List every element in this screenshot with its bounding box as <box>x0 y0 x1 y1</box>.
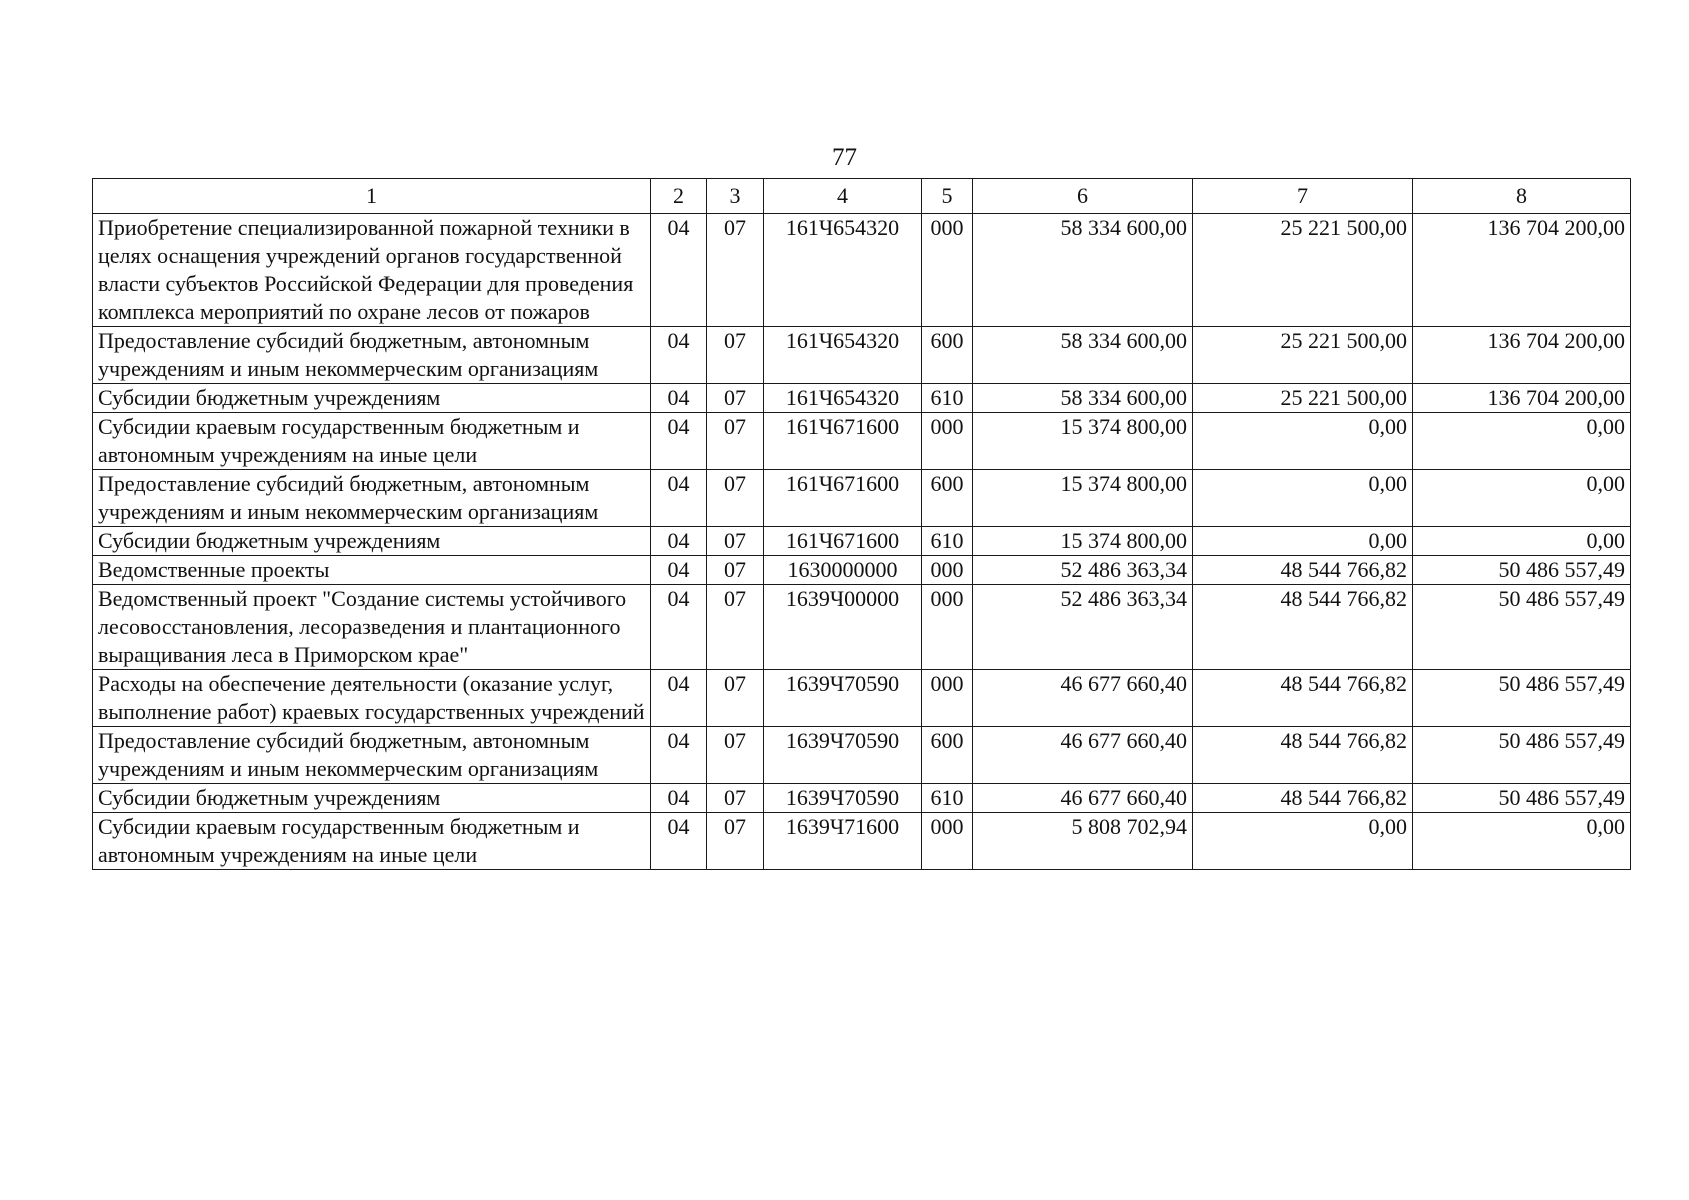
table-row <box>93 727 1631 784</box>
section-code-cell: 04 <box>651 585 707 670</box>
page-number: 77 <box>832 144 857 171</box>
amount-col7-cell: 25 221 500,00 <box>1193 327 1413 384</box>
section-code-cell: 04 <box>651 784 707 813</box>
amount-col7-cell: 48 544 766,82 <box>1193 727 1413 784</box>
table-row <box>93 384 1631 413</box>
expense-type-cell: 000 <box>922 214 973 327</box>
subsection-code-cell: 07 <box>707 784 764 813</box>
expense-type-cell: 000 <box>922 556 973 585</box>
amount-col7-cell: 0,00 <box>1193 527 1413 556</box>
section-code-cell: 04 <box>651 327 707 384</box>
amount-col6-cell: 58 334 600,00 <box>973 384 1193 413</box>
header-cell: 3 <box>707 179 764 214</box>
section-code-cell: 04 <box>651 384 707 413</box>
table-row <box>93 670 1631 727</box>
expense-type-cell: 610 <box>922 527 973 556</box>
amount-col6-cell: 15 374 800,00 <box>973 413 1193 470</box>
amount-col7-cell: 48 544 766,82 <box>1193 670 1413 727</box>
expense-type-cell: 610 <box>922 384 973 413</box>
item-name-cell: Предоставление субсидий бюджетным, автономным учреждениям и иным некоммерческим организациям <box>93 470 651 527</box>
item-name-cell: Субсидии бюджетным учреждениям <box>93 784 651 813</box>
amount-col8-cell: 0,00 <box>1413 527 1631 556</box>
subsection-code-cell: 07 <box>707 214 764 327</box>
subsection-code-cell: 07 <box>707 413 764 470</box>
header-cell: 7 <box>1193 179 1413 214</box>
amount-col7-cell: 0,00 <box>1193 413 1413 470</box>
table-row <box>93 556 1631 585</box>
table-row <box>93 784 1631 813</box>
target-article-cell: 1639Ч71600 <box>764 813 922 870</box>
item-name-cell: Субсидии краевым государственным бюджетным и автономным учреждениям на иные цели <box>93 813 651 870</box>
table-row <box>93 527 1631 556</box>
amount-col6-cell: 15 374 800,00 <box>973 470 1193 527</box>
expense-type-cell: 000 <box>922 670 973 727</box>
amount-col7-cell: 48 544 766,82 <box>1193 556 1413 585</box>
subsection-code-cell: 07 <box>707 727 764 784</box>
amount-col8-cell: 50 486 557,49 <box>1413 585 1631 670</box>
amount-col8-cell: 0,00 <box>1413 813 1631 870</box>
amount-col8-cell: 50 486 557,49 <box>1413 670 1631 727</box>
header-cell: 4 <box>764 179 922 214</box>
amount-col6-cell: 52 486 363,34 <box>973 556 1193 585</box>
subsection-code-cell: 07 <box>707 585 764 670</box>
amount-col6-cell: 46 677 660,40 <box>973 727 1193 784</box>
amount-col6-cell: 58 334 600,00 <box>973 214 1193 327</box>
amount-col6-cell: 15 374 800,00 <box>973 527 1193 556</box>
budget-table <box>92 178 1631 870</box>
target-article-cell: 1639Ч70590 <box>764 784 922 813</box>
target-article-cell: 161Ч671600 <box>764 413 922 470</box>
amount-col7-cell: 48 544 766,82 <box>1193 784 1413 813</box>
amount-col8-cell: 0,00 <box>1413 470 1631 527</box>
section-code-cell: 04 <box>651 527 707 556</box>
header-cell: 8 <box>1413 179 1631 214</box>
header-cell: 2 <box>651 179 707 214</box>
expense-type-cell: 000 <box>922 413 973 470</box>
target-article-cell: 161Ч671600 <box>764 527 922 556</box>
amount-col7-cell: 25 221 500,00 <box>1193 384 1413 413</box>
target-article-cell: 161Ч654320 <box>764 384 922 413</box>
expense-type-cell: 600 <box>922 470 973 527</box>
section-code-cell: 04 <box>651 670 707 727</box>
header-cell: 6 <box>973 179 1193 214</box>
target-article-cell: 161Ч654320 <box>764 327 922 384</box>
target-article-cell: 1639Ч70590 <box>764 670 922 727</box>
section-code-cell: 04 <box>651 470 707 527</box>
header-cell: 5 <box>922 179 973 214</box>
target-article-cell: 161Ч671600 <box>764 470 922 527</box>
table-row <box>93 413 1631 470</box>
section-code-cell: 04 <box>651 556 707 585</box>
amount-col7-cell: 25 221 500,00 <box>1193 214 1413 327</box>
item-name-cell: Приобретение специализированной пожарной техники в целях оснащения учреждений органов государственной власти субъектов Российской Федерации для проведения комплекса мероприятий по охране лесов от пожаров <box>93 214 651 327</box>
amount-col8-cell: 50 486 557,49 <box>1413 727 1631 784</box>
section-code-cell: 04 <box>651 813 707 870</box>
table-row <box>93 214 1631 327</box>
amount-col8-cell: 136 704 200,00 <box>1413 384 1631 413</box>
header-row <box>93 179 1631 214</box>
amount-col6-cell: 58 334 600,00 <box>973 327 1193 384</box>
subsection-code-cell: 07 <box>707 327 764 384</box>
expense-type-cell: 600 <box>922 727 973 784</box>
subsection-code-cell: 07 <box>707 670 764 727</box>
subsection-code-cell: 07 <box>707 813 764 870</box>
table-row <box>93 813 1631 870</box>
expense-type-cell: 600 <box>922 327 973 384</box>
subsection-code-cell: 07 <box>707 556 764 585</box>
header-cell: 1 <box>93 179 651 214</box>
item-name-cell: Расходы на обеспечение деятельности (оказание услуг, выполнение работ) краевых государственных учреждений <box>93 670 651 727</box>
amount-col6-cell: 52 486 363,34 <box>973 585 1193 670</box>
item-name-cell: Предоставление субсидий бюджетным, автономным учреждениям и иным некоммерческим организациям <box>93 727 651 784</box>
subsection-code-cell: 07 <box>707 527 764 556</box>
amount-col6-cell: 46 677 660,40 <box>973 670 1193 727</box>
amount-col8-cell: 136 704 200,00 <box>1413 214 1631 327</box>
item-name-cell: Ведомственный проект "Создание системы устойчивого лесовосстановления, лесоразведения и плантационного выращивания леса в Приморском крае" <box>93 585 651 670</box>
item-name-cell: Субсидии бюджетным учреждениям <box>93 384 651 413</box>
subsection-code-cell: 07 <box>707 470 764 527</box>
section-code-cell: 04 <box>651 413 707 470</box>
amount-col7-cell: 0,00 <box>1193 813 1413 870</box>
target-article-cell: 1630000000 <box>764 556 922 585</box>
table-body <box>93 214 1631 870</box>
item-name-cell: Субсидии бюджетным учреждениям <box>93 527 651 556</box>
section-code-cell: 04 <box>651 214 707 327</box>
amount-col8-cell: 50 486 557,49 <box>1413 784 1631 813</box>
expense-type-cell: 000 <box>922 813 973 870</box>
amount-col6-cell: 5 808 702,94 <box>973 813 1193 870</box>
expense-type-cell: 000 <box>922 585 973 670</box>
subsection-code-cell: 07 <box>707 384 764 413</box>
amount-col8-cell: 50 486 557,49 <box>1413 556 1631 585</box>
target-article-cell: 1639Ч70590 <box>764 727 922 784</box>
section-code-cell: 04 <box>651 727 707 784</box>
amount-col6-cell: 46 677 660,40 <box>973 784 1193 813</box>
table-row <box>93 327 1631 384</box>
table-row <box>93 585 1631 670</box>
expense-type-cell: 610 <box>922 784 973 813</box>
target-article-cell: 1639Ч00000 <box>764 585 922 670</box>
item-name-cell: Субсидии краевым государственным бюджетным и автономным учреждениям на иные цели <box>93 413 651 470</box>
item-name-cell: Ведомственные проекты <box>93 556 651 585</box>
table-row <box>93 470 1631 527</box>
amount-col8-cell: 136 704 200,00 <box>1413 327 1631 384</box>
amount-col7-cell: 0,00 <box>1193 470 1413 527</box>
amount-col7-cell: 48 544 766,82 <box>1193 585 1413 670</box>
item-name-cell: Предоставление субсидий бюджетным, автономным учреждениям и иным некоммерческим организациям <box>93 327 651 384</box>
amount-col8-cell: 0,00 <box>1413 413 1631 470</box>
target-article-cell: 161Ч654320 <box>764 214 922 327</box>
